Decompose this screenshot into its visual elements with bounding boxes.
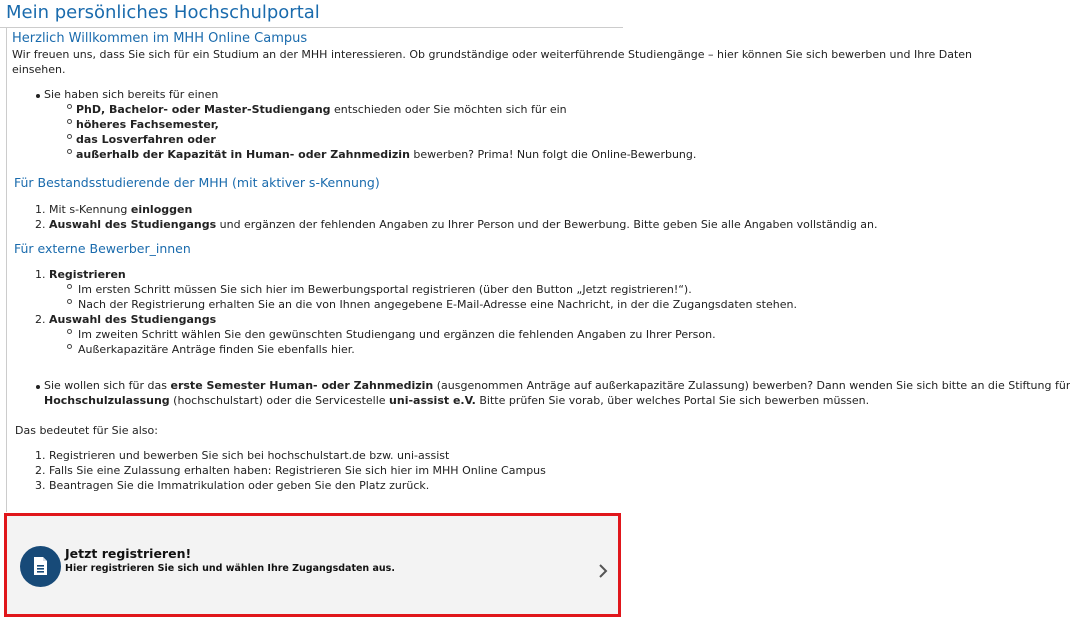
meaning-item-3: 3. Beantragen Sie die Immatrikulation oder geben Sie den Platz zurück. [35,479,430,492]
external-step-2-sub-1: Im zweiten Schritt wählen Sie den gewünschten Studiengang und ergänzen die fehlenden Angaben zu Ihrer Person. [78,328,716,341]
bullet [36,94,40,98]
external-step-1-sub-1: Im ersten Schritt müssen Sie sich hier im Bewerbungsportal registrieren (über den Button „Jetzt registrieren!“). [78,283,692,296]
current-step-1: 1. Mit s-Kennung einloggen [35,203,193,216]
document-icon [20,546,61,587]
external-step-1-sub-2: Nach der Registrierung erhalten Sie an die von Ihnen angegebene E-Mail-Adresse eine Nachricht, in der die Zugangsdaten stehen. [78,298,797,311]
sub-bullet [67,299,72,304]
external-heading: Für externe Bewerber_innen [14,241,191,256]
external-step-1: 1. Registrieren [35,268,126,281]
chevron-right-icon [597,563,609,579]
sub-bullet [67,344,72,349]
external-step-2: 2. Auswahl des Studiengangs [35,313,217,326]
register-subtitle: Hier registrieren Sie sich und wählen Ihre Zugangsdaten aus. [65,563,395,574]
first-semester-line1: Sie wollen sich für das erste Semester Human- oder Zahnmedizin (ausgenommen Anträge auf außerkapazitäre Zulassung) bewerben? Dann wenden Sie sich bitte an die Stiftung für [44,379,1070,392]
external-step-2-sub-2: Außerkapazitäre Anträge finden Sie ebenfalls hier. [78,343,355,356]
register-title: Jetzt registrieren! [65,546,192,561]
meaning-intro: Das bedeutet für Sie also: [15,424,158,437]
welcome-text-line2: einsehen. [12,63,66,76]
welcome-text-line1: Wir freuen uns, dass Sie sich für ein Studium an der MHH interessieren. Ob grundständige oder weiterführende Studiengänge – hier können Sie sich bewerben und Ihre Daten [12,48,973,61]
page-title: Mein persönliches Hochschulportal [6,2,320,23]
sub-bullet [67,134,72,139]
sub-bullet [67,149,72,154]
meaning-item-2: 2. Falls Sie eine Zulassung erhalten haben: Registrieren Sie sich hier im MHH Online Campus [35,464,546,477]
intro-sub-item-1: PhD, Bachelor- oder Master-Studiengang entschieden oder Sie möchten sich für ein [76,103,567,116]
sub-bullet [67,284,72,289]
register-button[interactable] [4,513,621,617]
intro-sub-item-3: das Losverfahren oder [76,133,216,146]
welcome-heading: Herzlich Willkommen im MHH Online Campus [12,31,308,46]
intro-item: Sie haben sich bereits für einen [44,88,219,101]
bullet [36,385,40,389]
current-students-heading: Für Bestandsstudierende der MHH (mit aktiver s-Kennung) [14,175,380,190]
sub-bullet [67,104,72,109]
meaning-item-1: 1. Registrieren und bewerben Sie sich bei hochschulstart.de bzw. uni-assist [35,449,450,462]
content-panel [6,28,1070,512]
intro-sub-item-2: höheres Fachsemester, [76,118,219,131]
first-semester-line2: Hochschulzulassung (hochschulstart) oder die Servicestelle uni-assist e.V. Bitte prüfen Sie vorab, über welches Portal Sie sich bewerben müssen. [44,394,870,407]
sub-bullet [67,329,72,334]
intro-sub-item-4: außerhalb der Kapazität in Human- oder Zahnmedizin bewerben? Prima! Nun folgt die Online-Bewerbung. [76,148,697,161]
current-step-2: 2. Auswahl des Studiengangs und ergänzen der fehlenden Angaben zu Ihrer Person und der Bewerbung. Bitte geben Sie alle Angaben vollständig an. [35,218,878,231]
sub-bullet [67,119,72,124]
